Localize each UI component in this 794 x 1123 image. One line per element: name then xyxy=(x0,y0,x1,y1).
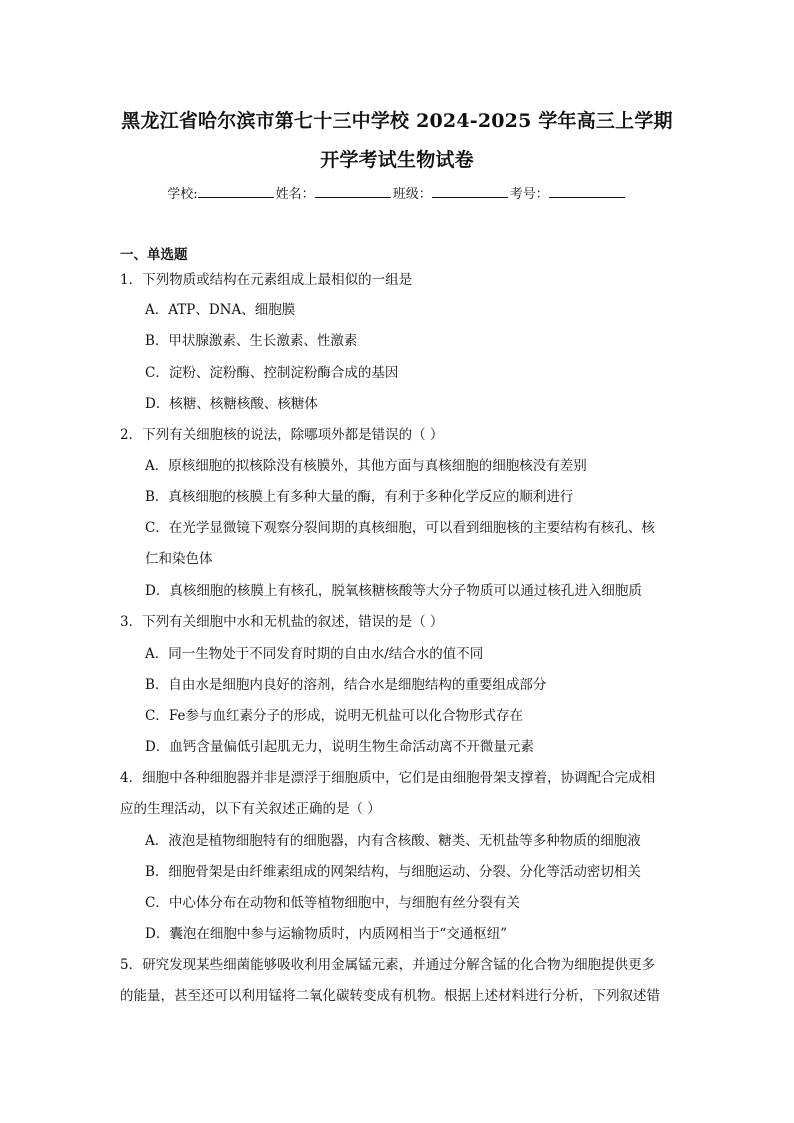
question-2-option-b: B．真核细胞的核膜上有多种大量的酶，有利于多种化学反应的顺利进行 xyxy=(145,489,574,505)
school-blank xyxy=(198,185,274,198)
question-1-option-a: A．ATP、DNA、细胞膜 xyxy=(145,302,296,318)
section-title: 一、单选题 xyxy=(120,247,188,263)
student-info-row xyxy=(0,183,794,202)
school-label: 学校: xyxy=(167,187,198,202)
class-blank xyxy=(432,185,508,198)
question-4-option-c: C．中心体分布在动物和低等植物细胞中，与细胞有丝分裂有关 xyxy=(145,895,520,911)
question-4-option-d: D．囊泡在细胞中参与运输物质时，内质网相当于“交通枢纽” xyxy=(145,926,508,942)
question-1-stem: 1．下列物质或结构在元素组成上最相似的一组是 xyxy=(120,272,413,288)
question-4-option-a: A．液泡是植物细胞特有的细胞器，内有含核酸、糖类、无机盐等多种物质的细胞液 xyxy=(145,833,641,849)
name-blank xyxy=(315,185,391,198)
question-3-option-a: A．同一生物处于不同发育时期的自由水/结合水的值不同 xyxy=(145,646,484,662)
class-label: 班级： xyxy=(392,187,432,202)
question-3-option-d: D．血钙含量偏低引起肌无力，说明生物生命活动离不开微量元素 xyxy=(145,739,534,755)
exam-title-line-1: 黑龙江省哈尔滨市第七十三中学校 2024-2025 学年高三上学期 xyxy=(121,110,673,132)
question-1-option-c: C．淀粉、淀粉酶、控制淀粉酶合成的基因 xyxy=(145,365,399,381)
question-4-option-b: B．细胞骨架是由纤维素组成的网架结构，与细胞运动、分裂、分化等活动密切相关 xyxy=(145,864,641,880)
name-label: 姓名： xyxy=(275,187,315,202)
question-3-option-b: B．自由水是细胞内良好的溶剂，结合水是细胞结构的重要组成部分 xyxy=(145,677,547,693)
question-4-stem: 4．细胞中各种细胞器并非是漂浮于细胞质中，它们是由细胞骨架支撑着，协调配合完成相 xyxy=(120,770,656,786)
question-2-option-c-cont: 仁和染色体 xyxy=(145,551,213,567)
question-2-stem: 2．下列有关细胞核的说法，除哪项外都是错误的（ ） xyxy=(120,427,444,443)
exam-title-line-2: 开学考试生物试卷 xyxy=(320,149,474,171)
question-3-option-c: C．Fe参与血红素分子的形成，说明无机盐可以化合物形式存在 xyxy=(145,708,523,724)
question-2-option-d: D．真核细胞的核膜上有核孔，脱氧核糖核酸等大分子物质可以通过核孔进入细胞质 xyxy=(145,583,642,599)
question-2-option-c: C．在光学显微镜下观察分裂间期的真核细胞，可以看到细胞核的主要结构有核孔、核 xyxy=(145,520,655,536)
question-5-stem-cont: 的能量，甚至还可以利用锰将二氧化碳转变成有机物。根据上述材料进行分析，下列叙述错 xyxy=(120,988,660,1004)
question-1-option-d: D．核糖、核糖核酸、核糖体 xyxy=(145,396,318,412)
question-4-stem-cont: 应的生理活动，以下有关叙述正确的是（ ） xyxy=(120,801,381,817)
question-3-stem: 3．下列有关细胞中水和无机盐的叙述，错误的是（ ） xyxy=(120,614,444,630)
number-blank xyxy=(549,185,625,198)
question-1-option-b: B．甲状腺激素、生长激素、性激素 xyxy=(145,333,358,349)
question-2-option-a: A．原核细胞的拟核除没有核膜外，其他方面与真核细胞的细胞核没有差别 xyxy=(145,458,587,474)
question-5-stem: 5．研究发现某些细菌能够吸收利用金属锰元素，并通过分解含锰的化合物为细胞提供更多 xyxy=(120,957,656,973)
number-label: 考号： xyxy=(509,187,549,202)
